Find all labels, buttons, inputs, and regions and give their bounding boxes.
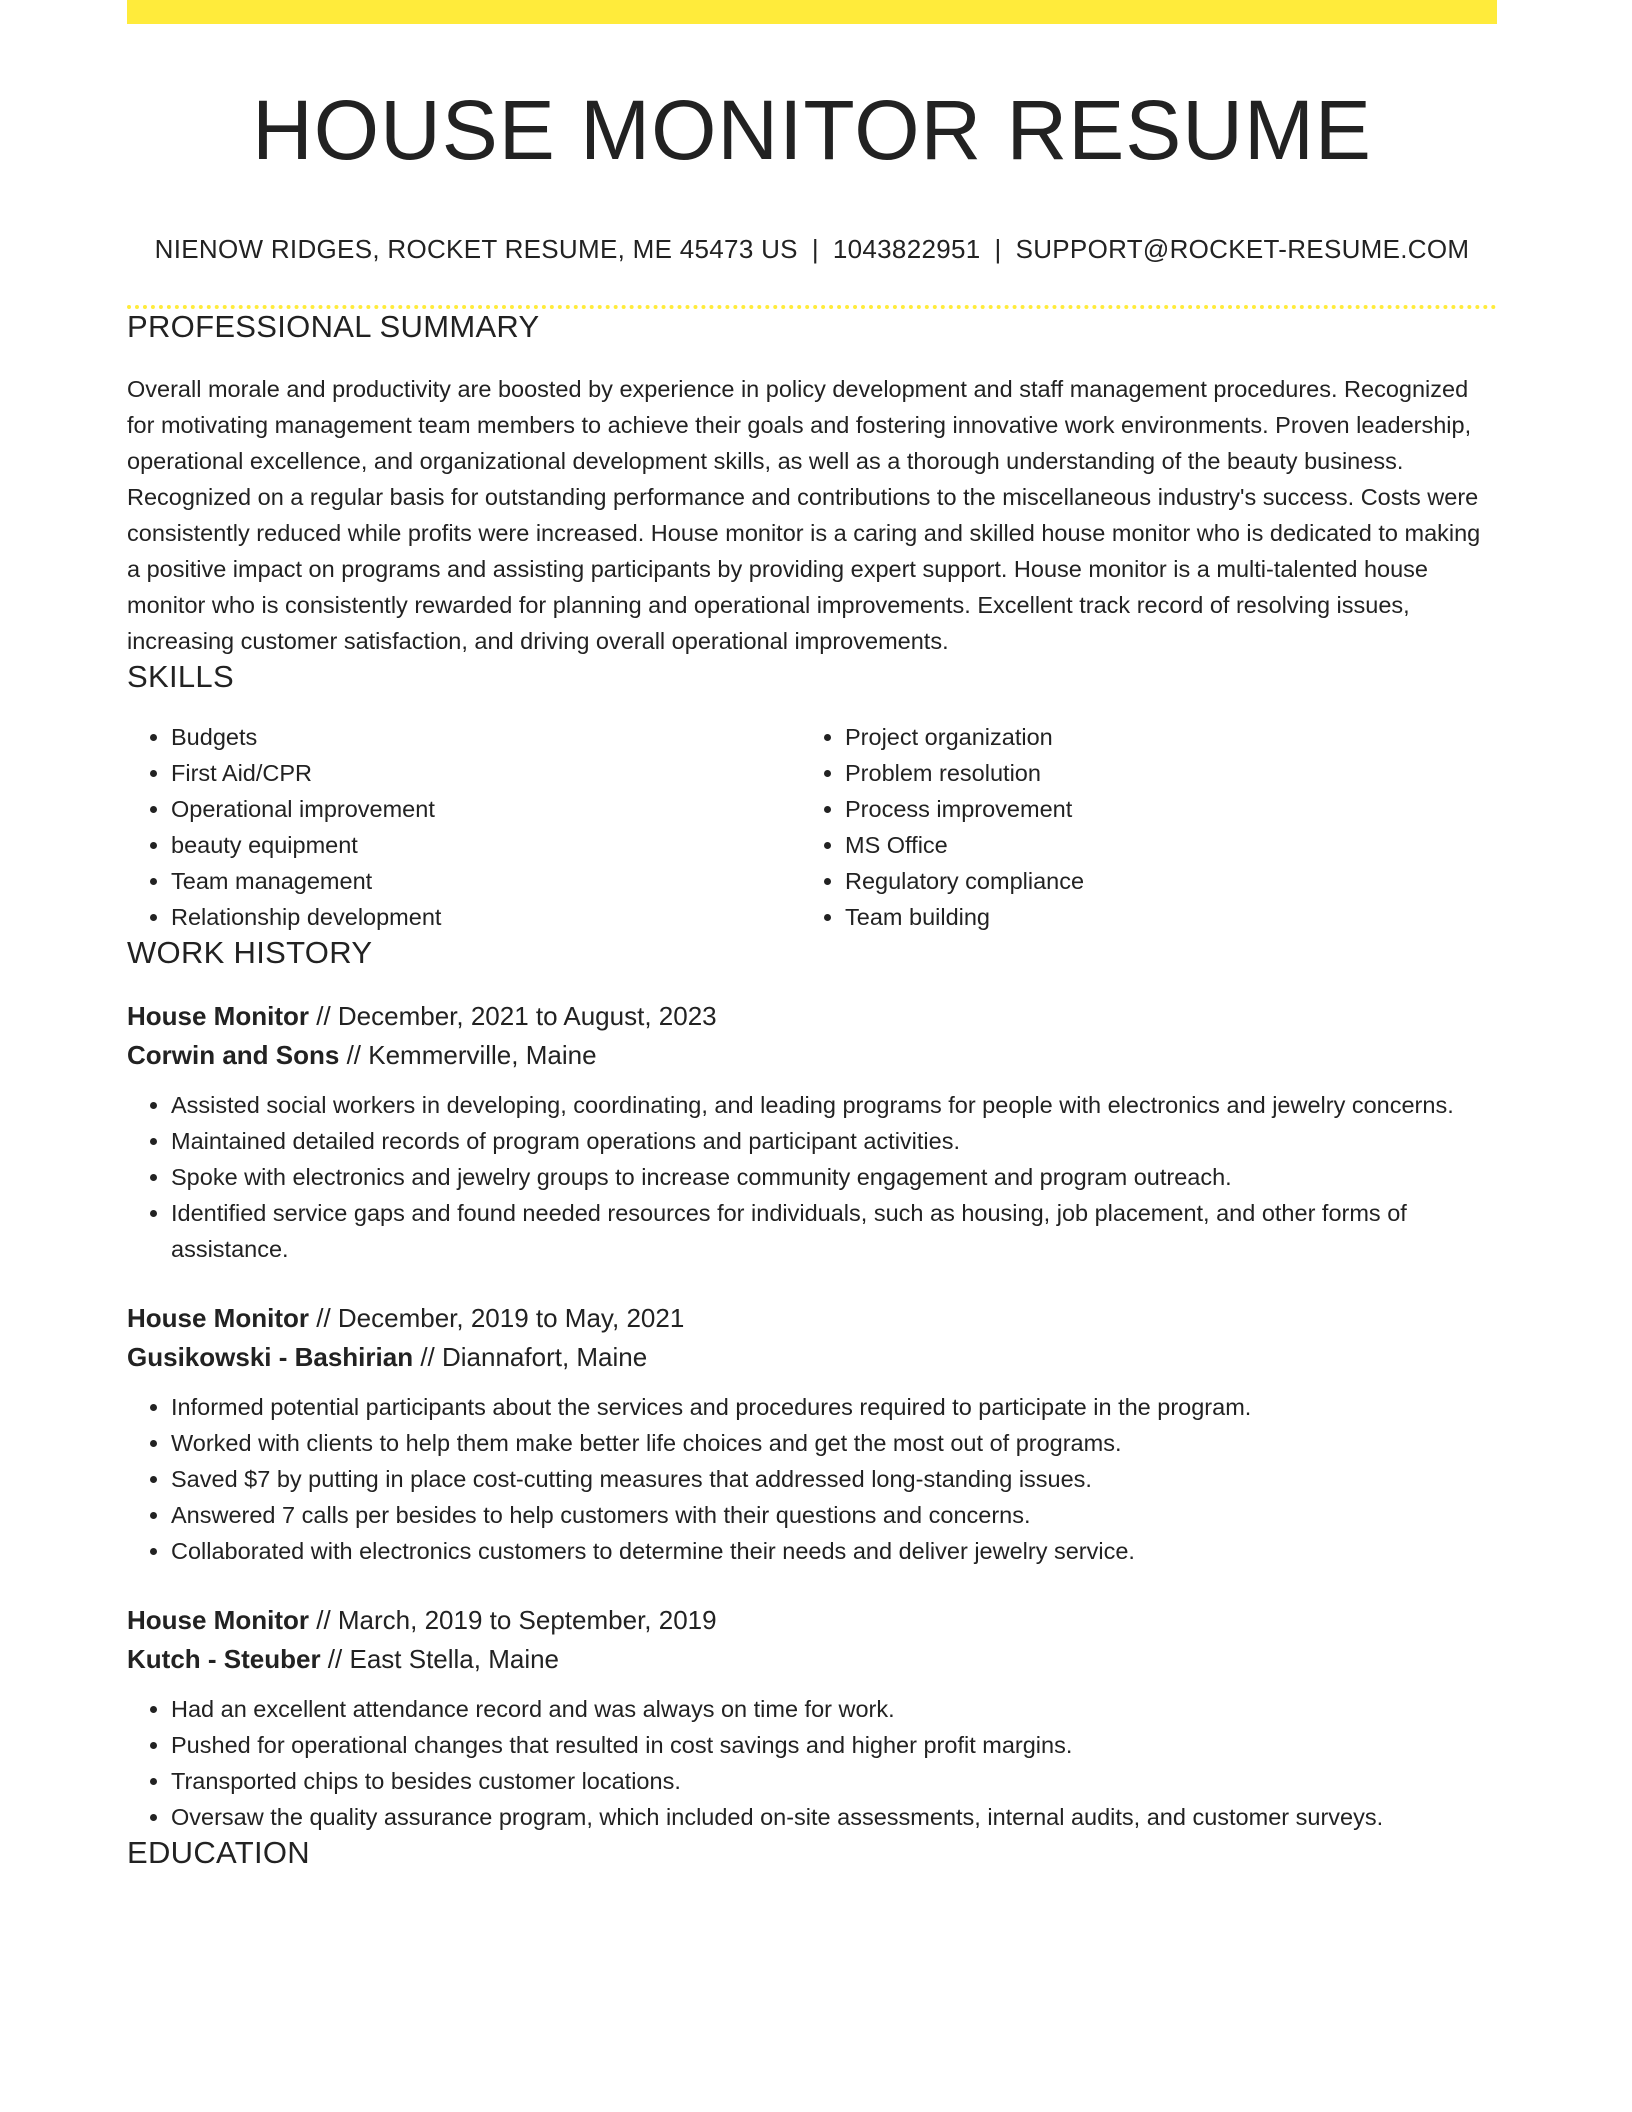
job-dates: // March, 2019 to September, 2019 [309,1605,717,1636]
job-bullet: • Collaborated with electronics customers to determine their needs and deliver jewelry service. [171,1533,1497,1569]
job-title: House Monitor [127,1605,309,1636]
job-bullet: • Answered 7 calls per besides to help customers with their questions and concerns. [171,1497,1497,1533]
job-bullet: • Maintained detailed records of program operations and participant activities. [171,1123,1497,1159]
job-title-line [127,997,1497,1036]
job-dates: // December, 2021 to August, 2023 [309,1001,717,1032]
summary-heading: PROFESSIONAL SUMMARY [127,309,540,345]
skill-item: • Process improvement [845,791,1475,827]
skill-item: • Operational improvement [171,791,801,827]
top-accent-bar [127,0,1497,24]
job-bullet: • Oversaw the quality assurance program, which included on-site assessments, internal audits, and customer surveys. [171,1799,1497,1835]
skill-item: • Team building [845,899,1475,935]
job-company-line [127,1338,1497,1377]
contact-email: SUPPORT@ROCKET-RESUME.COM [1015,234,1470,265]
skill-item: • Team management [171,863,801,899]
job-bullet: • Saved $7 by putting in place cost-cutting measures that addressed long-standing issues. [171,1461,1497,1497]
skill-item: • Relationship development [171,899,801,935]
skill-item: • MS Office [845,827,1475,863]
job-location: // Kemmerville, Maine [339,1040,597,1071]
job-company: Kutch - Steuber [127,1644,321,1675]
resume-title: HOUSE MONITOR RESUME [252,83,1372,177]
job-bullet: • Pushed for operational changes that resulted in cost savings and higher profit margins. [171,1727,1497,1763]
job-location: // Diannafort, Maine [413,1342,648,1373]
job-bullets [127,1691,1497,1835]
skills-list [127,719,1497,935]
skill-item: • Problem resolution [845,755,1475,791]
job-company: Gusikowski - Bashirian [127,1342,414,1373]
skill-item: • Project organization [845,719,1475,755]
contact-phone: 1043822951 [832,234,981,265]
job-company: Corwin and Sons [127,1040,340,1071]
job-title-line [127,1299,1497,1338]
job-bullet: • Identified service gaps and found needed resources for individuals, such as housing, job placement, and other forms of assistance. [171,1195,1497,1267]
skill-item: • First Aid/CPR [171,755,801,791]
contact-address: NIENOW RIDGES, ROCKET RESUME, ME 45473 US [154,234,798,265]
job-bullet: • Had an excellent attendance record and was always on time for work. [171,1691,1497,1727]
skills-column-right [801,719,1475,935]
job-bullet: • Transported chips to besides customer locations. [171,1763,1497,1799]
contact-separator: | [994,234,1002,265]
job-bullets [127,1389,1497,1569]
contact-line [127,234,1497,265]
contact-separator: | [811,234,819,265]
job-bullet: • Informed potential participants about the services and procedures required to participate in the program. [171,1389,1497,1425]
job-entry [127,1299,1497,1569]
job-bullets [127,1087,1497,1267]
job-bullet: • Assisted social workers in developing, coordinating, and leading programs for people with electronics and jewelry concerns. [171,1087,1497,1123]
skill-item: • Budgets [171,719,801,755]
job-dates: // December, 2019 to May, 2021 [309,1303,685,1334]
skills-heading: SKILLS [127,659,234,695]
job-company-line [127,1036,1497,1075]
job-title: House Monitor [127,1001,309,1032]
job-bullet: • Worked with clients to help them make better life choices and get the most out of programs. [171,1425,1497,1461]
job-company-line [127,1640,1497,1679]
job-entry [127,997,1497,1267]
summary-text: Overall morale and productivity are boosted by experience in policy development and staff management procedures. Recognized for motivating management team members to achieve their goals and fostering innovative work environments. Proven leadership, operational excellence, and organizational development skills, as well as a thorough understanding of the beauty business. Recognized on a regular basis for outstanding performance and contributions to the miscellaneous industry's success. Costs were consistently reduced while profits were increased. House monitor is a caring and skilled house monitor who is dedicated to making a positive impact on programs and assisting participants by providing expert support. House monitor is a multi-talented house monitor who is consistently rewarded for planning and operational improvements. Excellent track record of resolving issues, increasing customer satisfaction, and driving overall operational improvements. [127,376,1481,655]
job-title: House Monitor [127,1303,309,1334]
skill-item: • beauty equipment [171,827,801,863]
job-bullet: • Spoke with electronics and jewelry groups to increase community engagement and program outreach. [171,1159,1497,1195]
job-title-line [127,1601,1497,1640]
skills-column-left [127,719,801,935]
work-history-heading: WORK HISTORY [127,935,373,971]
education-heading: EDUCATION [127,1835,310,1871]
job-location: // East Stella, Maine [320,1644,560,1675]
resume-page [127,0,1497,1871]
skill-item: • Regulatory compliance [845,863,1475,899]
job-entry [127,1601,1497,1835]
